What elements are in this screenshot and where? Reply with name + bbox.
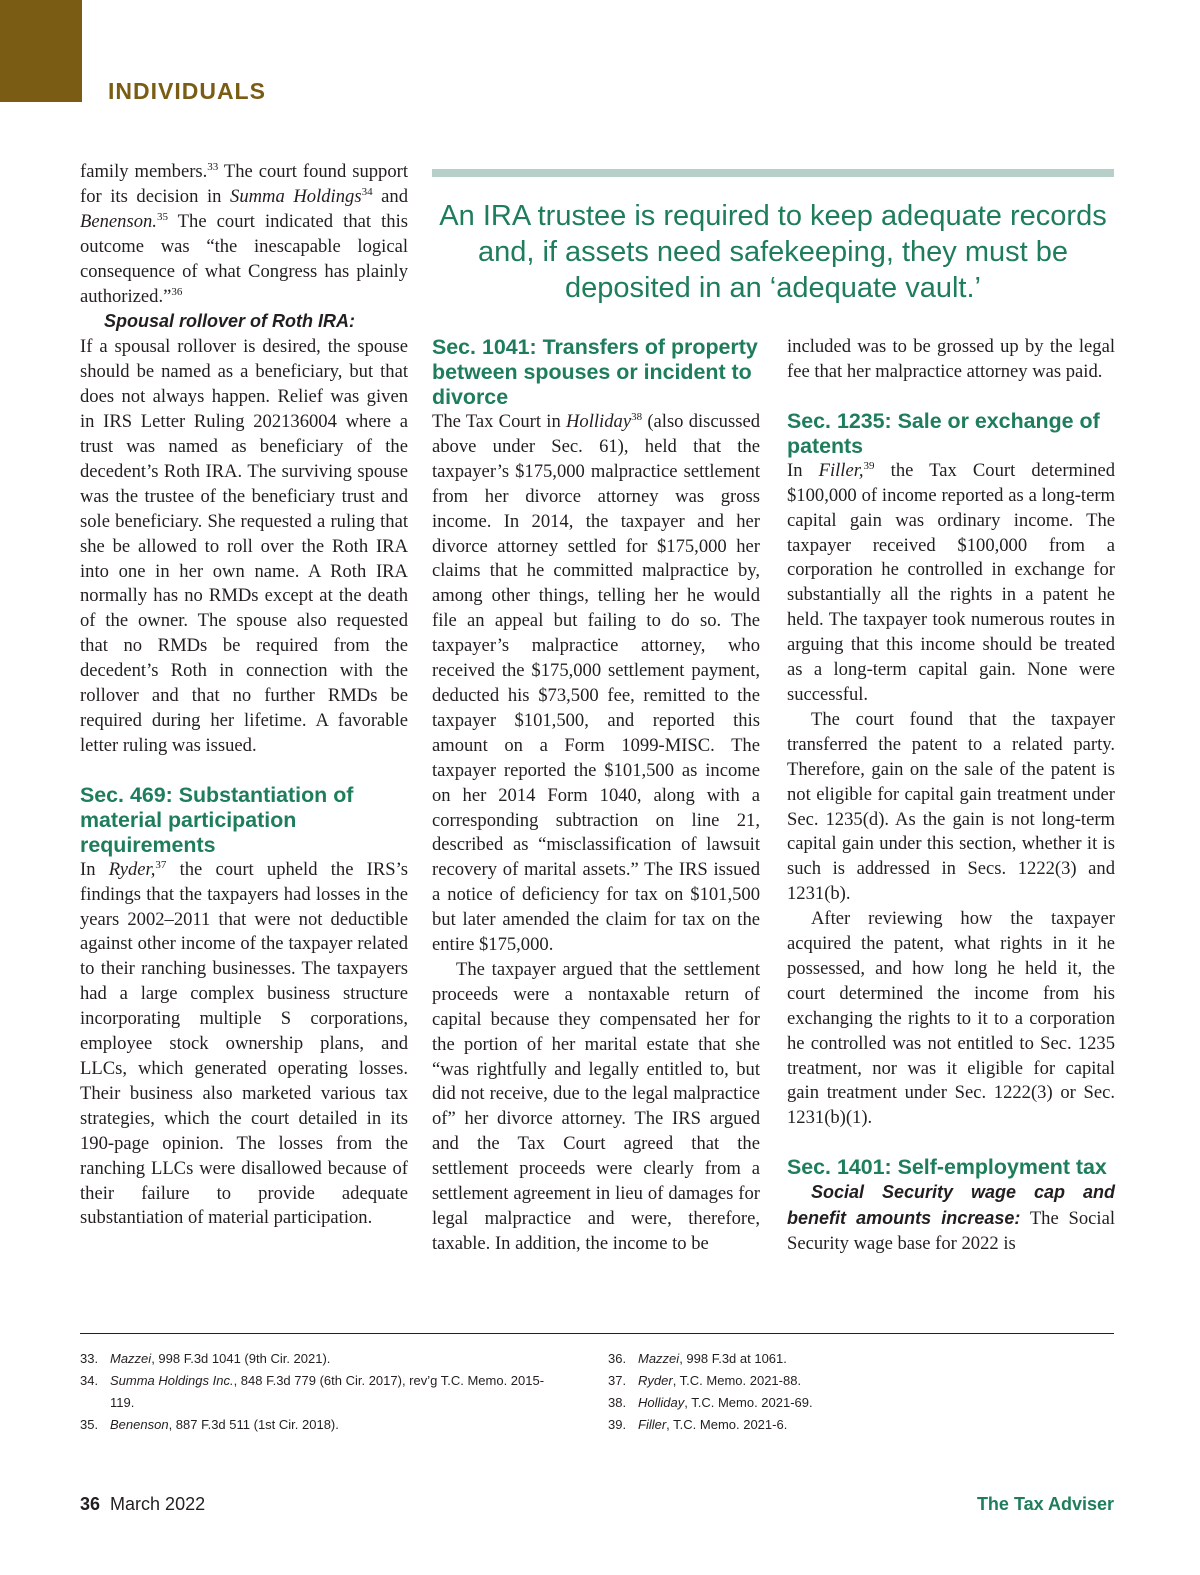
paragraph: The taxpayer argued that the settlement proceeds were a nontaxable return of capital because they compensated her for the portion of her marital estate that she “was rightfully and legally entitled to, but did not receive, due to the legal malpractice of” her divorce attorney. The IRS argued and the Tax Court agreed that the settlement proceeds were clearly from a settlement agreement in lieu of damages for legal malpractice and were, therefore, taxable. In addition, the income to be: [432, 958, 760, 1254]
section-heading-469: Sec. 469: Substantiation of material participation requirements: [80, 782, 354, 857]
section-heading-1041: Sec. 1041: Transfers of property between spouses or incident to divorce: [432, 335, 758, 409]
footnote-item: 36. Mazzei, 998 F.3d at 1061.: [608, 1351, 787, 1366]
column-3: [787, 335, 1115, 1257]
runin-heading: Spousal rollover of Roth IRA:: [104, 311, 356, 332]
footnote-divider: [80, 1333, 1114, 1334]
pullquote: An IRA trustee is required to keep adequate records and, if assets need safekeeping, they must be deposited in an ‘adequate vault.’: [439, 200, 1107, 304]
paragraph: In Filler,$^{39}$ the Tax Court determined $100,000 of income reported as a long-term capital gain was ordinary income. The taxpayer received $100,000 from a corporation he controlled in exchange for substantially all the rights in a patent he held. The taxpayer took numerous routes in arguing that this income should be treated as a long-term capital gain. None were successful.: [787, 459, 1115, 705]
pullquote-rule: [432, 169, 1114, 177]
footnote-item: 35. Benenson, 887 F.3d 511 (1st Cir. 2018).: [80, 1417, 339, 1432]
paragraph: included was to be grossed up by the legal fee that her malpractice attorney was paid.: [787, 336, 1115, 382]
footnote-ref-37[interactable]: 37: [155, 858, 167, 871]
paragraph: In Ryder,$^{37}$ the court upheld the IRS’s findings that the taxpayers had losses in the years 2002–2011 that were not deductible against other income of the taxpayer related to their ranching businesses. The taxpayers had a large complex business structure incorporating multiple S corporations, employee stock ownership plans, and LLCs, which generated operating losses. Their business also marketed various tax strategies, which the court detailed in its 190-page opinion. The losses from the ranching LLCs were disallowed because of their failure to provide adequate substantiation of material participation.: [80, 858, 408, 1229]
footnotes-left: [80, 1348, 550, 1436]
section-heading-1235: Sec. 1235: Sale or exchange of patents: [787, 408, 1100, 458]
footnote-item: 37. Ryder, T.C. Memo. 2021-88.: [608, 1373, 802, 1388]
section-heading-1401: Sec. 1401: Self-employment tax: [787, 1155, 1107, 1180]
section-label: INDIVIDUALS: [108, 78, 266, 104]
paragraph: After reviewing how the taxpayer acquired the patent, what rights in it he possessed, and how long he held it, the court determined the income from his exchanging the rights to it to a corporation he controlled was not entitled to Sec. 1235 treatment, nor was it eligible for capital gain treatment under Sec. 1222(3) or Sec. 1231(b)(1).: [787, 908, 1115, 1129]
footnotes-right: [608, 1348, 1048, 1436]
column-2: [432, 335, 760, 1257]
footnote-ref-35[interactable]: 35: [156, 210, 168, 223]
footnote-ref-38[interactable]: 38: [631, 410, 643, 423]
paragraph: If a spousal rollover is desired, the spouse should be named as a beneficiary, but that does not always happen. Relief was given in IRS Letter Ruling 202136004 where a trust was named as beneficiary of the decedent’s Roth IRA. The surviving spouse was the trustee of the beneficiary trust and sole beneficiary. She requested a ruling that she be allowed to roll over the Roth IRA into one in her own name. A Roth IRA normally has no RMDs except at the death of the owner. The spouse also requested that no RMDs be required from the decedent’s Roth in connection with the rollover and that no further RMDs be required during her lifetime. A favorable letter ruling was issued.: [80, 336, 408, 756]
footnote-item: 38. Holliday, T.C. Memo. 2021-69.: [608, 1395, 813, 1410]
column-1: [80, 160, 408, 1231]
page-number: 36: [80, 1494, 101, 1514]
corner-color-block: [0, 0, 82, 102]
footnote-item: 39. Filler, T.C. Memo. 2021-6.: [608, 1417, 788, 1432]
footnote-item: 34. Summa Holdings Inc., 848 F.3d 779 (6th Cir. 2017), rev’g T.C. Memo. 2015-119.: [80, 1373, 545, 1410]
footnote-item: 33. Mazzei, 998 F.3d 1041 (9th Cir. 2021).: [80, 1351, 331, 1366]
paragraph: family members.$^{33}$ The court found support for its decision in Summa Holdings$^{34}$ and Benenson.$^{35}$ The court indicated that this outcome was “the inescapable logical consequence of what Congress has plainly authorized.”$^{36}$: [80, 160, 409, 307]
footnote-ref-39[interactable]: 39: [863, 459, 875, 472]
issue-date: March 2022: [110, 1494, 206, 1514]
paragraph: The court found that the taxpayer transferred the patent to a related party. Therefore, gain on the sale of the patent is not eligible for capital gain treatment under Sec. 1235(d). As the gain is not long-term capital gain under this section, whether it is such is addressed in Secs. 1222(3) and 1231(b).: [787, 708, 1115, 905]
footnote-ref-36[interactable]: 36: [171, 285, 183, 298]
paragraph: The Tax Court in Holliday$^{38}$ (also discussed above under Sec. 61), held that the taxpayer’s $175,000 malpractice settlement from her divorce attorney was gross income. In 2014, the taxpayer and her divorce attorney settled for $175,000 her claims that he committed malpractice by, among other things, telling her he would file an appeal but failing to do so. The taxpayer’s malpractice attorney, who received the $175,000 settlement payment, deducted his $73,500 fee, remitted to the taxpayer $101,500, and reported this amount on a Form 1099-MISC. The taxpayer reported the $101,500 as income on her 2014 Form 1040, along with a corresponding subtraction on line 21, described as “misclassification of lawsuit recovery of marital assets.” The IRS issued a notice of deficiency for tax on $101,500 but later amended the claim for tax on the entire $175,000.: [432, 410, 760, 956]
footnote-ref-33[interactable]: 33: [207, 160, 219, 173]
page-footer-left: [80, 1494, 205, 1515]
footnote-ref-34[interactable]: 34: [361, 185, 373, 198]
paragraph: Social Security wage cap and benefit amounts increase: The Social Security wage base for 2022 is: [787, 1182, 1115, 1255]
publication-name: The Tax Adviser: [976, 1494, 1114, 1514]
